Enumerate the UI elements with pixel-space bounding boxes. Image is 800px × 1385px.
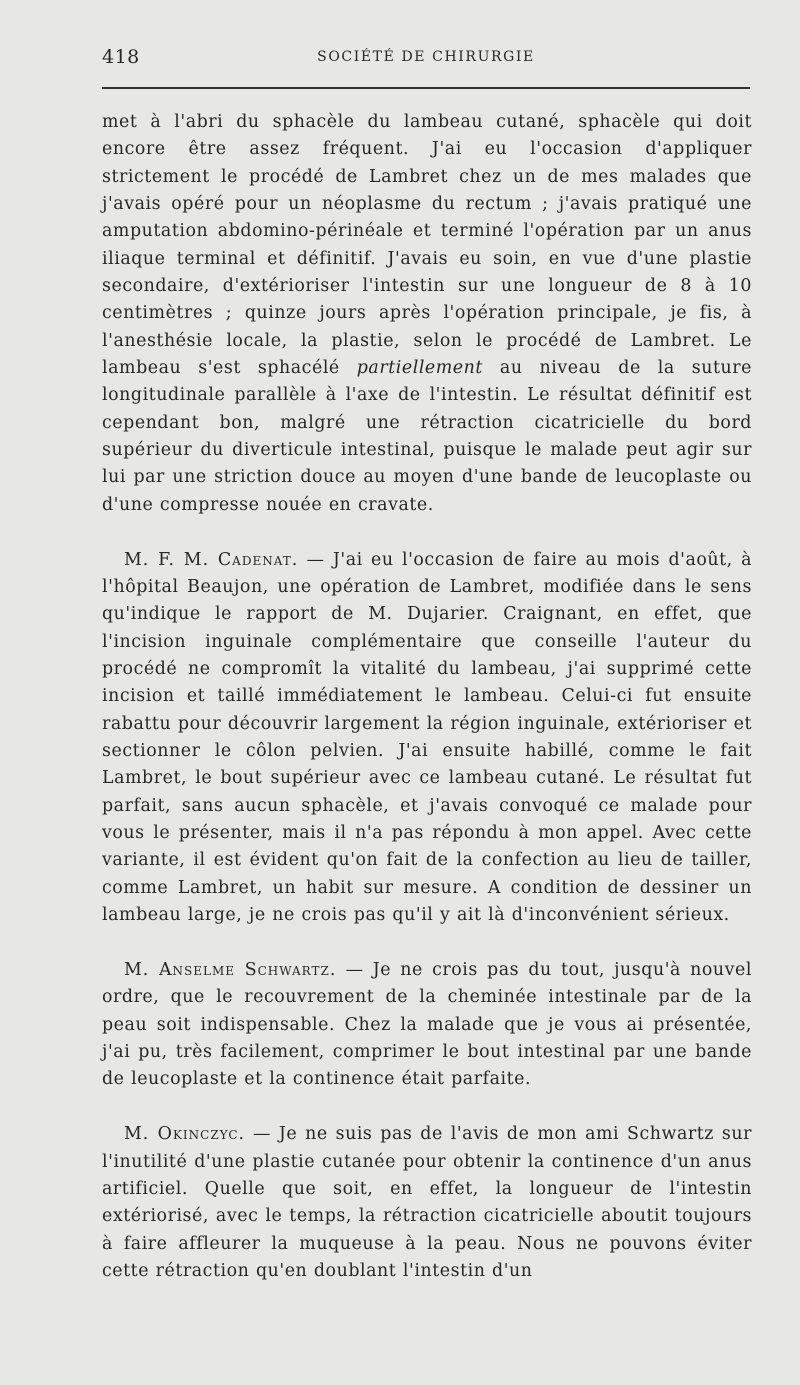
paragraph-gap [102,929,752,957]
paragraph-okinczyc [102,1121,752,1285]
paragraph-continuation [102,109,752,519]
paragraph-text: — Je ne suis pas de l'avis de mon ami Schwartz sur l'inutilité d'une plastie cutanée pour obtenir la continence d'un anus artificiel. Quelle que soit, en effet, la longueur de l'intestin extériorisé, avec le temps, la rétraction cicatricielle aboutit toujours à faire affleurer la muqueuse à la peau. Nous ne pouvons éviter cette rétraction qu'en doublant l'intestin d'un [102,1124,753,1281]
paragraph-text: — J'ai eu l'occasion de faire au mois d'août, à l'hôpital Beaujon, une opération de Lambret, modifiée dans le sens qu'indique le rapport de M. Dujarier. Craignant, en effet, que l'incision inguinale complémentaire que conseille l'auteur du procédé ne compromît la vitalité du lambeau, j'ai supprimé cette incision et taillé immédiatement le lambeau. Celui-ci fut ensuite rabattu pour découvrir largement la région inguinale, extérioriser et sectionner le côlon pelvien. J'ai ensuite habillé, comme le fait Lambret, le bout supérieur avec ce lambeau cutané. Le résultat fut parfait, sans aucun sphacèle, et j'avais convoqué ce malade pour vous le présenter, mais il n'a pas répondu à mon appel. Avec cette variante, il est évident qu'on fait de la confection au lieu de tailler, comme Lambret, un habit sur mesure. A condition de dessiner un lambeau large, je ne crois pas qu'il y ait là d'inconvénient sérieux. [102,549,752,926]
paragraph-gap [102,1094,752,1122]
paragraph-text: — Je ne crois pas du tout, jusqu'à nouvel ordre, que le recouvrement de la cheminée intestinale par de la peau soit indispensable. Chez la malade que je vous ai présentée, j'ai pu, très facilement, comprimer le bout intestinal par une bande de leucoplaste et la continence était parfaite. [102,959,752,1090]
speaker-name: M. F. M. Cadenat. [124,549,299,570]
paragraph-text: met à l'abri du sphacèle du lambeau cutané, sphacèle qui doit encore être assez fréquent. J'ai eu l'occasion d'appliquer strictement le procédé de Lambret chez un de mes malades que j'avais opéré pour un néoplasme du rectum ; j'avais pratiqué une amputation abdomino-périnéale et terminé l'opération par un anus iliaque terminal et définitif. J'avais eu soin, en vue d'une plastie secondaire, d'extérioriser l'intestin sur une longueur de 8 à 10 centimètres ; quinze jours après l'opération principale, je fis, à l'anesthésie locale, la plastie, selon le procédé de Lambret. Le lambeau s'est sphacélé [102,112,752,379]
paragraph-gap [102,519,752,547]
speaker-name: M. Okinczyc. [124,1124,246,1145]
body-text [102,109,752,1285]
running-title: SOCIÉTÉ DE CHIRURGIE [317,49,535,65]
page-number: 418 [102,46,140,68]
speaker-name: M. Anselme Schwartz. [124,959,337,980]
paragraph-text: au niveau de la suture longitudinale parallèle à l'axe de l'intestin. Le résultat définitif est cependant bon, malgré une rétraction cicatricielle du bord supérieur du diverticule intestinal, puisque le malade peut agir sur lui par une striction douce au moyen d'une bande de leucoplaste ou d'une compresse nouée en cravate. [102,358,752,515]
page-header [102,44,750,72]
paragraph-cadenat [102,547,752,930]
header-rule [102,87,750,89]
paragraph-schwartz [102,957,752,1094]
emphasis-text: partiellement [356,358,483,379]
